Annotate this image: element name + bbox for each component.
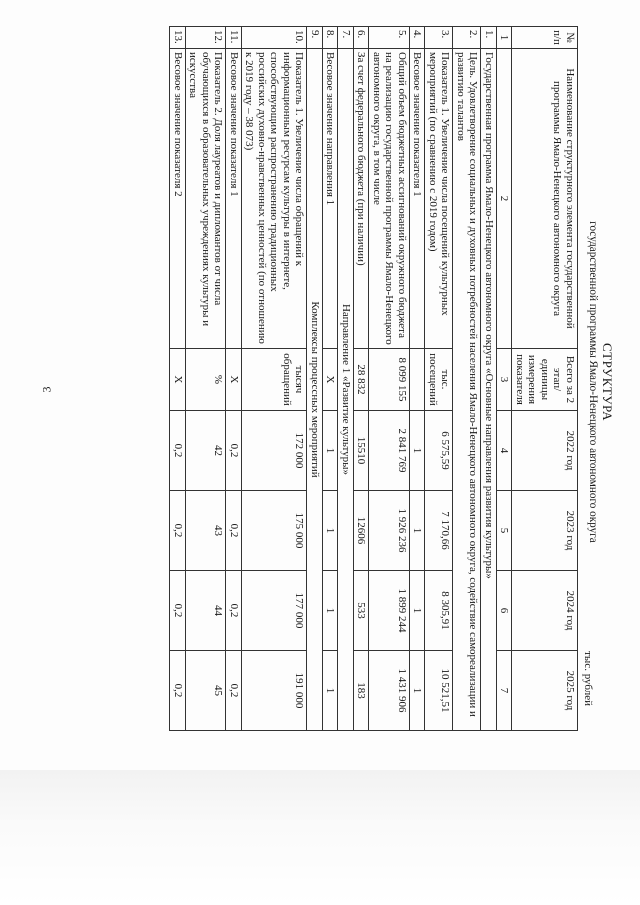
indicator-name: Общий объем бюджетных ассигнований окружного бюджета на реализацию государственной программы Ямало-Ненецкого автономного округа, в том числе	[369, 49, 410, 349]
indicator-name: Весовое значение показателя 2	[170, 49, 186, 349]
unit-cell: 8 099 155	[369, 349, 410, 411]
title-block	[586, 22, 614, 742]
indicator-name: За счет федерального бюджета (при наличии)	[354, 49, 370, 349]
value-cell: 0,2	[170, 411, 186, 491]
value-cell: 1	[410, 411, 426, 491]
value-cell: 44	[186, 571, 227, 651]
header-num: № п/п	[512, 27, 578, 49]
value-cell: 1	[323, 411, 339, 491]
page-number: 3	[39, 386, 54, 393]
value-cell: 0,2	[226, 411, 242, 491]
row-number: 1.	[481, 27, 497, 49]
value-cell: 43	[186, 491, 227, 571]
value-cell: 12606	[354, 491, 370, 571]
row-number: 4.	[410, 27, 426, 49]
col-number: 4	[497, 411, 513, 491]
row-number: 13.	[170, 27, 186, 49]
value-cell: 177 000	[242, 571, 308, 651]
indicator-name: Весовое значение направления 1	[323, 49, 339, 349]
value-cell: 1	[410, 571, 426, 651]
row-number: 9.	[307, 27, 323, 49]
structure-table	[170, 26, 579, 731]
value-cell: 183	[354, 651, 370, 731]
value-cell: 175 000	[242, 491, 308, 571]
unit-cell: 28 832	[354, 349, 370, 411]
header-2025: 2025 год	[512, 651, 578, 731]
document-subtitle: государственной программы Ямало-Ненецкого автономного округа	[587, 221, 599, 543]
row-number: 11.	[226, 27, 242, 49]
col-number: 5	[497, 491, 513, 571]
row-number: 7.	[338, 27, 354, 49]
table-row	[410, 27, 426, 731]
row-number: 3.	[425, 27, 453, 49]
header-2024: 2024 год	[512, 571, 578, 651]
value-cell: 1	[323, 491, 339, 571]
table-row	[354, 27, 370, 731]
table-row	[323, 27, 339, 731]
table-row	[226, 27, 242, 731]
value-cell: 1	[410, 491, 426, 571]
table-row	[186, 27, 227, 731]
table-row	[481, 27, 497, 731]
header-2023: 2023 год	[512, 491, 578, 571]
table-row	[338, 27, 354, 731]
header-name: Наименование структурного элемента государственной программы Ямало-Ненецкого автономного округа	[512, 49, 578, 349]
row-number: 8.	[323, 27, 339, 49]
value-cell: 1 926 236	[369, 491, 410, 571]
table-row	[453, 27, 481, 731]
value-cell: 8 305,91	[425, 571, 453, 651]
unit-cell: тысяч обращений	[242, 349, 308, 411]
value-cell: 0,2	[170, 491, 186, 571]
rotated-content	[124, 22, 616, 742]
row-number: 5.	[369, 27, 410, 49]
value-cell: 7 170,66	[425, 491, 453, 571]
table-row	[242, 27, 308, 731]
value-cell: 42	[186, 411, 227, 491]
value-cell: 1	[410, 651, 426, 731]
unit-cell: тыс. посещений	[425, 349, 453, 411]
row-number: 12.	[186, 27, 227, 49]
table-row	[425, 27, 453, 731]
table-row	[369, 27, 410, 731]
col-number: 3	[497, 349, 513, 411]
column-number-row	[497, 27, 513, 731]
section-heading: Государственная программа Ямало-Ненецкого автономного округа «Основные направления развития культуры»	[481, 49, 497, 731]
value-cell: 15510	[354, 411, 370, 491]
value-cell: 172 000	[242, 411, 308, 491]
currency-note: тыс. рублей	[582, 651, 594, 706]
unit-cell: X	[226, 349, 242, 411]
header-row	[512, 27, 578, 731]
value-cell: 0,2	[226, 571, 242, 651]
value-cell: 191 000	[242, 651, 308, 731]
col-number: 6	[497, 571, 513, 651]
value-cell: 0,2	[226, 491, 242, 571]
value-cell: 1	[323, 651, 339, 731]
col-number: 7	[497, 651, 513, 731]
table-row	[307, 27, 323, 731]
value-cell: 0,2	[170, 651, 186, 731]
table-body	[170, 27, 497, 731]
unit-cell: %	[186, 349, 227, 411]
scan-margin	[0, 770, 640, 905]
value-cell: 45	[186, 651, 227, 731]
indicator-name: Весовое значение показателя 1	[410, 49, 426, 349]
value-cell: 1	[323, 571, 339, 651]
indicator-name: Весовое значение показателя 1	[226, 49, 242, 349]
value-cell: 533	[354, 571, 370, 651]
col-number: 1	[497, 27, 513, 49]
document-title: СТРУКТУРА	[600, 343, 615, 421]
value-cell: 0,2	[226, 651, 242, 731]
value-cell: 6 575,59	[425, 411, 453, 491]
indicator-name: Показатель 2. Доля лауреатов и дипломантов от числа обучающихся в образовательных учреждениях культуры и искусства	[186, 49, 227, 349]
col-number: 2	[497, 49, 513, 349]
section-heading: Комплексы процессных мероприятий	[307, 49, 323, 731]
section-heading: Цель. Удовлетворение социальных и духовных потребностей населения Ямало-Ненецкого автономного округа, содействие самореализации и развитию талантов	[453, 49, 481, 731]
indicator-name: Показатель 1. Увеличение числа обращений к информационным ресурсам культуры в интернете, способствующим распространению традиционных российских духовно-нравственных ценностей (по отношению к 2019 году – 38 073)	[242, 49, 308, 349]
header-unit: Всего за 2 этап/ единицы измерения показателя	[512, 349, 578, 411]
row-number: 6.	[354, 27, 370, 49]
section-heading: Направление 1 «Развитие культуры»	[338, 49, 354, 731]
value-cell: 1 431 906	[369, 651, 410, 731]
row-number: 2.	[453, 27, 481, 49]
unit-cell: X	[323, 349, 339, 411]
value-cell: 1 899 244	[369, 571, 410, 651]
unit-cell	[410, 349, 426, 411]
table-row	[170, 27, 186, 731]
indicator-name: Показатель 1. Увеличение числа посещений культурных мероприятий (по сравнению с 2019 годом)	[425, 49, 453, 349]
row-number: 10.	[242, 27, 308, 49]
value-cell: 2 841 769	[369, 411, 410, 491]
value-cell: 0,2	[170, 571, 186, 651]
unit-cell: X	[170, 349, 186, 411]
header-2022: 2022 год	[512, 411, 578, 491]
value-cell: 10 521,51	[425, 651, 453, 731]
